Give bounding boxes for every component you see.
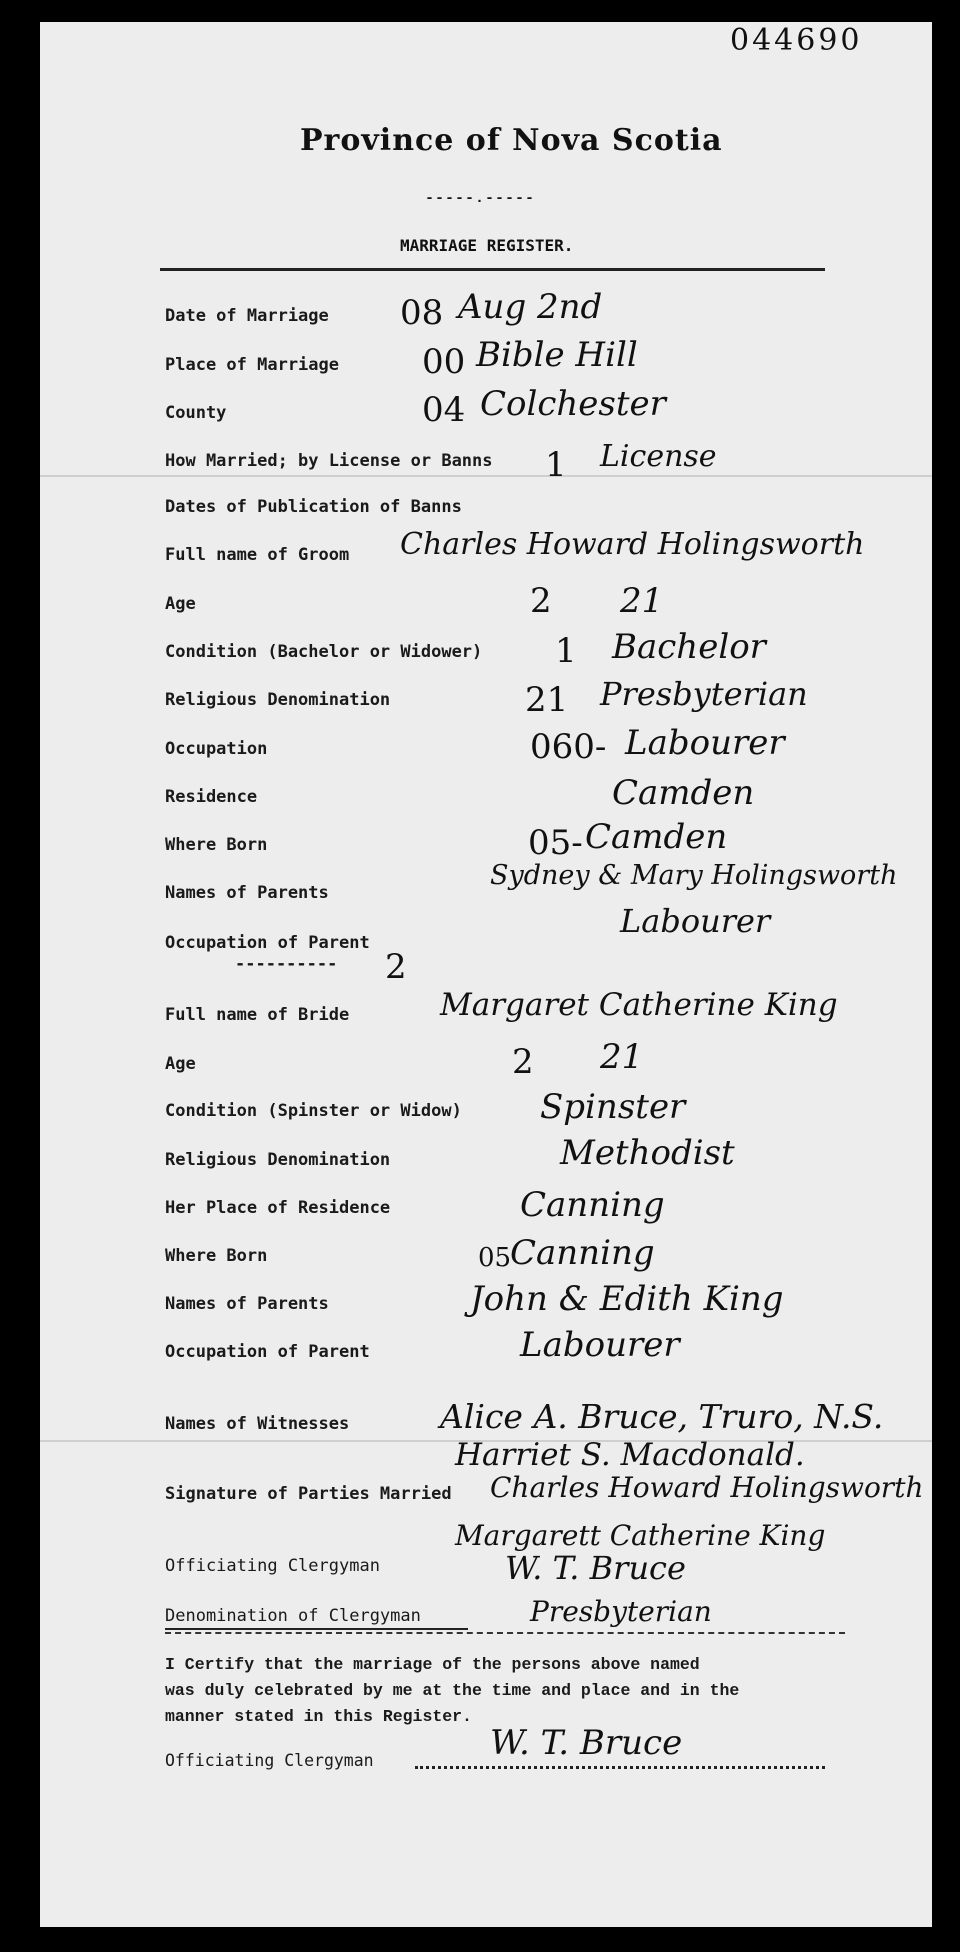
label-groom-residence: Residence (165, 787, 258, 807)
label-bride-religion: Religious Denomination (165, 1150, 391, 1170)
code-groom-religion: 21 (525, 680, 569, 720)
code-bride-marker: 2 (385, 947, 407, 987)
value-groom-occupation: Labourer (625, 723, 785, 763)
label-groom-parent-occupation: Occupation of Parent (165, 933, 370, 953)
code-county: 04 (422, 390, 466, 430)
code-bride-born: 05 (478, 1243, 512, 1273)
label-witnesses: Names of Witnesses (165, 1414, 350, 1434)
signature-dotted-line (415, 1766, 825, 1769)
value-bride-condition: Spinster (540, 1087, 686, 1127)
certification-text: I Certify that the marriage of the persons above named was duly celebrated by me at the time and place and in the manner stated in this Register. (165, 1655, 740, 1726)
fold-line (40, 475, 932, 477)
label-groom-age: Age (165, 594, 196, 614)
page-subtitle: MARRIAGE REGISTER. (400, 236, 574, 255)
value-date-of-marriage: Aug 2nd (458, 287, 603, 327)
label-bride-age: Age (165, 1054, 196, 1074)
label-how-married: How Married; by License or Banns (165, 451, 493, 471)
value-witness-2: Harriet S. Macdonald. (455, 1437, 805, 1473)
label-place-of-marriage: Place of Marriage (165, 355, 339, 375)
code-place: 00 (422, 342, 466, 382)
section-divider: ---------- (235, 954, 338, 974)
label-bride-name: Full name of Bride (165, 1005, 350, 1025)
label-clergyman: Officiating Clergyman (165, 1556, 380, 1576)
value-clergyman: W. T. Bruce (505, 1549, 686, 1587)
label-bride-condition: Condition (Spinster or Widow) (165, 1101, 462, 1121)
label-bride-residence: Her Place of Residence (165, 1198, 391, 1218)
code-groom-occupation: 060- (530, 727, 607, 767)
value-bride-religion: Methodist (560, 1133, 735, 1173)
stamp-number: 044690 (730, 23, 863, 58)
value-bride-age: 21 (600, 1037, 644, 1077)
certification-signature-label: Officiating Clergyman (165, 1751, 374, 1770)
value-bride-residence: Canning (520, 1185, 665, 1225)
value-groom-where-born: Camden (585, 817, 728, 857)
value-signature-bride: Margarett Catherine King (455, 1519, 826, 1552)
label-bride-where-born: Where Born (165, 1246, 268, 1266)
value-bride-where-born: Canning (510, 1233, 655, 1273)
label-signatures: Signature of Parties Married (165, 1484, 452, 1504)
label-county: County (165, 403, 227, 423)
header-rule (160, 268, 825, 271)
label-groom-where-born: Where Born (165, 835, 268, 855)
code-date: 08 (400, 293, 444, 333)
value-how-married: License (600, 439, 717, 474)
value-groom-residence: Camden (612, 773, 755, 813)
label-groom-parents: Names of Parents (165, 883, 329, 903)
label-bride-parent-occupation: Occupation of Parent (165, 1342, 370, 1362)
value-county: Colchester (480, 384, 666, 424)
value-groom-age: 21 (620, 581, 664, 621)
code-groom-born: 05- (528, 823, 583, 863)
label-dates-of-publication: Dates of Publication of Banns (165, 497, 462, 517)
denomination-underline (165, 1628, 468, 1630)
value-bride-parents: John & Edith King (470, 1279, 784, 1319)
label-groom-name: Full name of Groom (165, 545, 350, 565)
value-groom-name: Charles Howard Holingsworth (400, 527, 865, 562)
code-groom-age: 2 (530, 581, 552, 621)
label-bride-parents: Names of Parents (165, 1294, 329, 1314)
code-how-married: 1 (545, 445, 567, 485)
value-clergy-denomination: Presbyterian (530, 1595, 712, 1628)
value-signature-groom: Charles Howard Holingsworth (490, 1471, 924, 1504)
value-witness-1: Alice A. Bruce, Truro, N.S. (440, 1397, 884, 1436)
value-groom-condition: Bachelor (612, 627, 766, 667)
label-groom-religion: Religious Denomination (165, 690, 391, 710)
value-bride-name: Margaret Catherine King (440, 987, 838, 1023)
label-clergy-denomination: Denomination of Clergyman (165, 1606, 421, 1626)
label-groom-occupation: Occupation (165, 739, 268, 759)
page-title: Province of Nova Scotia (300, 123, 723, 158)
code-groom-condition: 1 (555, 631, 577, 671)
value-place-of-marriage: Bible Hill (476, 335, 638, 375)
label-date-of-marriage: Date of Marriage (165, 306, 329, 326)
value-groom-religion: Presbyterian (600, 675, 808, 713)
value-groom-parents: Sydney & Mary Holingsworth (490, 860, 898, 891)
certification-rule (165, 1632, 845, 1634)
title-separator: -----.----- (425, 190, 536, 207)
label-groom-condition: Condition (Bachelor or Widower) (165, 642, 483, 662)
value-groom-parent-occupation: Labourer (620, 902, 771, 940)
code-bride-age: 2 (512, 1042, 534, 1082)
value-bride-parent-occupation: Labourer (520, 1325, 680, 1365)
certification-signature: W. T. Bruce (490, 1723, 683, 1763)
